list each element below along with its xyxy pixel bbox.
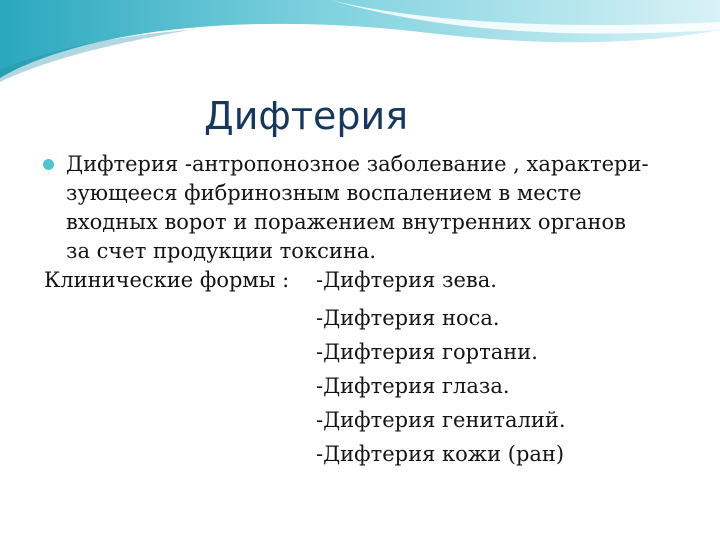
wave-shape-main	[0, 0, 720, 78]
slide-title: Дифтерия	[204, 94, 409, 138]
bullet-dot-icon	[43, 159, 54, 170]
clinical-form-item: -Дифтерия носа.	[316, 306, 500, 330]
bullet-definition	[0, 150, 686, 266]
clinical-forms-header	[0, 266, 720, 295]
clinical-forms-list	[0, 301, 720, 471]
clinical-forms-label: Клинические формы :	[44, 268, 290, 292]
definition-line: Дифтерия -антропонозное заболевание , характери-	[66, 152, 649, 176]
clinical-form-item: -Дифтерия глаза.	[316, 374, 510, 398]
slide-content	[0, 150, 720, 471]
clinical-form-item: -Дифтерия кожи (ран)	[316, 442, 565, 466]
decorative-wave-header	[0, 0, 720, 90]
definition-line: за счет продукции токсина.	[66, 239, 377, 263]
clinical-form-item: -Дифтерия гортани.	[316, 340, 538, 364]
definition-line: входных ворот и поражением внутренних органов	[66, 210, 627, 234]
clinical-form-item: -Дифтерия зева.	[316, 268, 497, 292]
clinical-form-item: -Дифтерия гениталий.	[316, 408, 566, 432]
definition-line: зующееся фибринозным воспалением в месте	[66, 181, 582, 205]
